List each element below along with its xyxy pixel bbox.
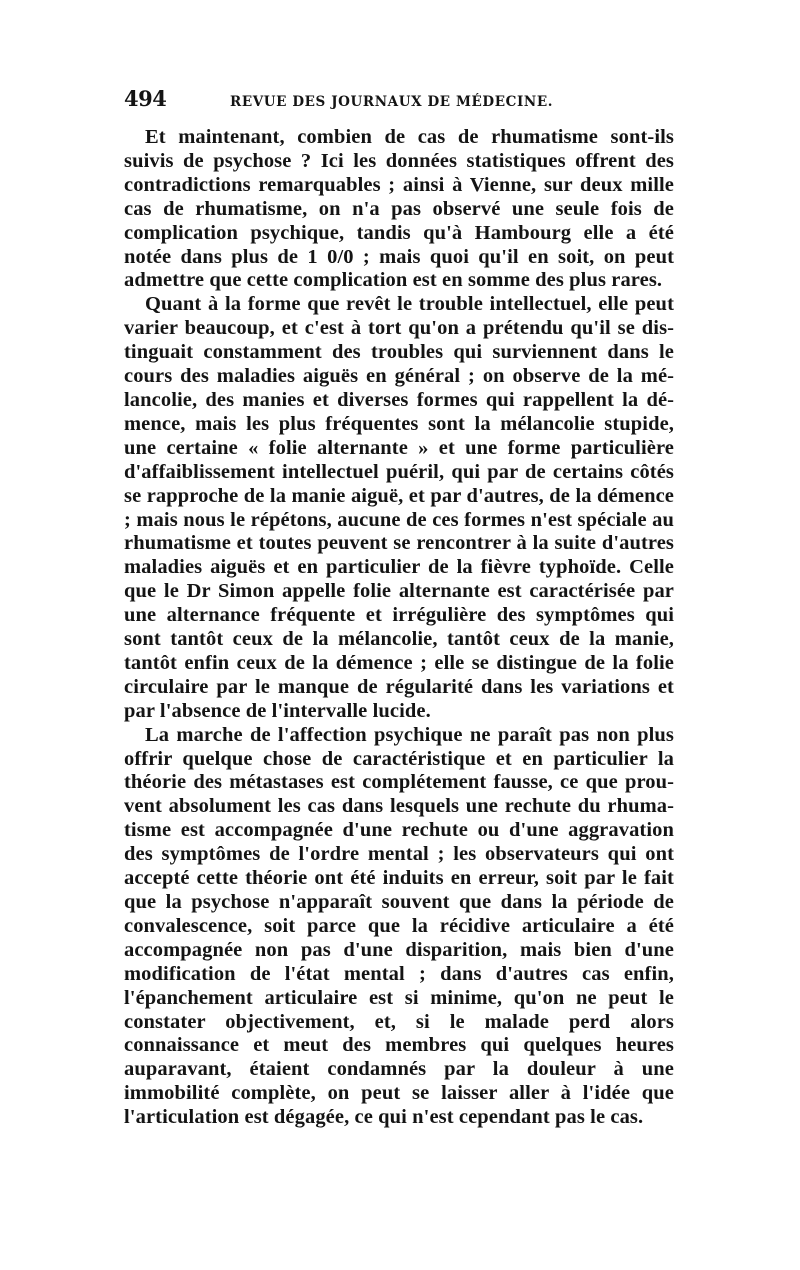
running-head	[124, 86, 674, 126]
body-text	[124, 126, 674, 1130]
page-number: 494	[124, 86, 167, 111]
journal-title: REVUE DES JOURNAUX DE MÉDECINE.	[230, 94, 554, 110]
paragraph-3: La marche de l'affection psychique ne paraît pas non plus offrir quelque chose de caractéristique et en particulier la théorie des métastases est complétement fausse, ce que prouvent absolument les cas dans lesquels une rechute du rhumatisme est accompagnée d'une rechute ou d'une aggravation des symptômes de l'ordre mental ; les observateurs qui ont accepté cette théorie ont été induits en erreur, soit par le fait que la psychose n'apparaît souvent que dans la période de convalescence, soit parce que la récidive articulaire a été accompagnée non pas d'une disparition, mais bien d'une modification de l'état mental ; dans d'autres cas enfin, l'épanchement articulaire est si minime, qu'on ne peut le constater objectivement, et, si le malade perd alors connaissance et meut des membres qui quelques heures auparavant, étaient condamnés par la douleur à une immobilité complète, on peut se laisser aller à l'idée que l'articulation est dégagée, ce qui n'est cependant pas le cas.	[124, 723, 674, 1129]
book-page	[124, 86, 674, 1130]
paragraph-2: Quant à la forme que revêt le trouble intellectuel, elle peut varier beaucoup, et c'est à tort qu'on a prétendu qu'il se distinguait constamment des troubles qui surviennent dans le cours des maladies aiguës en général ; on observe de la mélancolie, des manies et diverses formes qui rappellent la démence, mais les plus fréquentes sont la mélancolie stupide, une certaine « folie alternante » et une forme particulière d'affaiblissement intellectuel puéril, qui par de certains côtés se rapproche de la manie aiguë, et par d'autres, de la démence ; mais nous le répétons, aucune de ces formes n'est spéciale au rhumatisme et toutes peuvent se rencontrer à la suite d'autres maladies aiguës et en particulier de la fièvre typhoïde. Celle que le Dr Simon appelle folie alternante est caractérisée par une alternance fréquente et irrégulière des symptômes qui sont tantôt ceux de la mélancolie, tantôt ceux de la manie, tantôt enfin ceux de la démence ; elle se distingue de la folie circulaire par le manque de régularité dans les variations et par l'absence de l'intervalle lucide.	[124, 293, 674, 722]
paragraph-1: Et maintenant, combien de cas de rhumatisme sont-ils suivis de psychose ? Ici les données statistiques offrent des contradictions remarquables ; ainsi à Vienne, sur deux mille cas de rhumatisme, on n'a pas observé une seule fois de complication psychique, tandis qu'à Hambourg elle a été notée dans plus de 1 0/0 ; mais quoi qu'il en soit, on peut admettre que cette complication est en somme des plus rares.	[124, 126, 674, 292]
